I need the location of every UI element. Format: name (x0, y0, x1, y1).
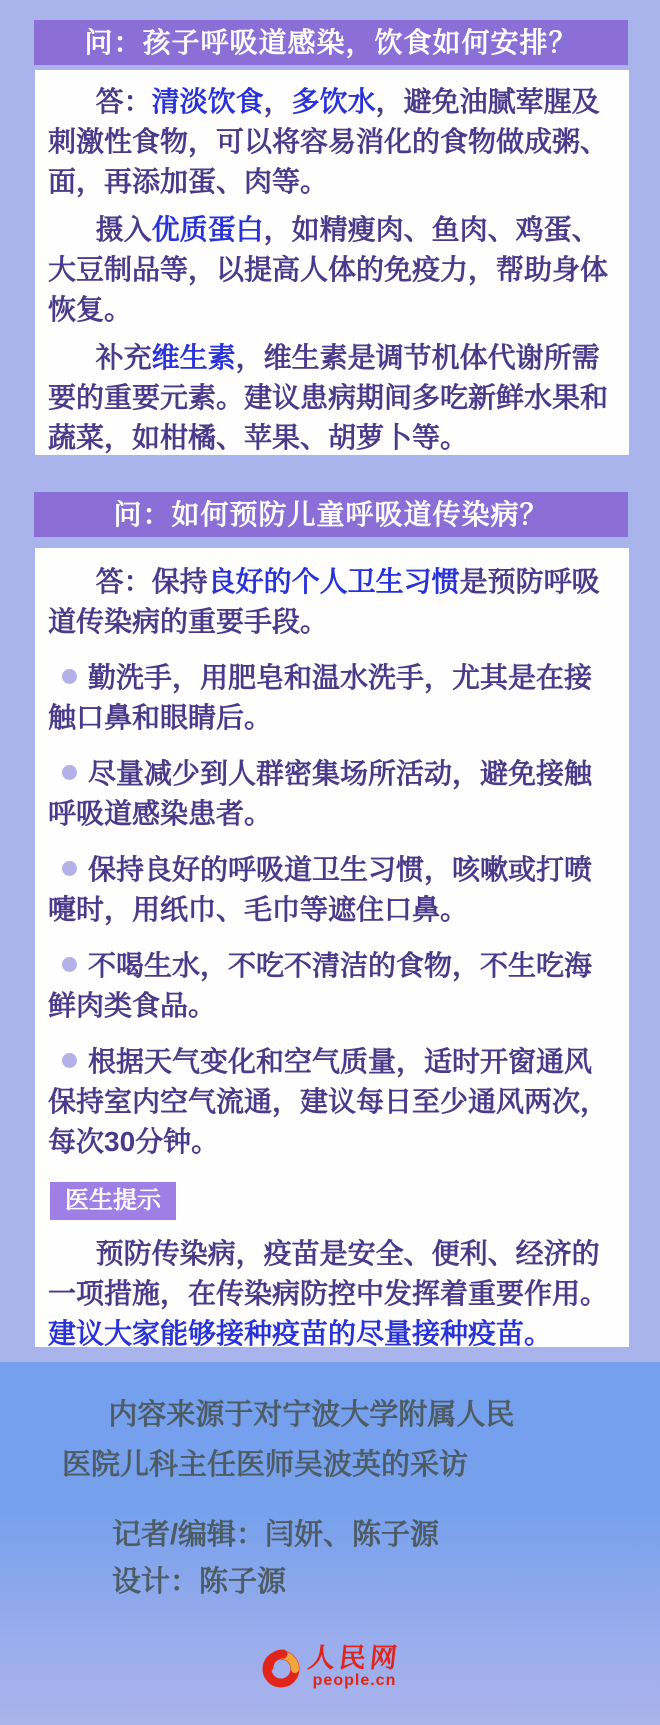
list-item-text: 尽量减少到人群密集场所活动，避免接触呼吸道感染患者。 (48, 758, 593, 829)
people-cn-logo-text (308, 1644, 401, 1689)
footer-band (0, 1362, 660, 1725)
list-item (48, 1042, 618, 1162)
answer-card-1 (35, 70, 629, 455)
list-item (48, 946, 618, 1026)
answer-paragraph: 补充维生素，维生素是调节机体代谢所需要的重要元素。建议患病期间多吃新鲜水果和蔬菜，如柑橘、苹果、胡萝卜等。 (48, 342, 609, 453)
people-cn-swirl-icon (259, 1645, 303, 1689)
question-bar-2: 问：如何预防儿童呼吸道传染病？ (34, 492, 628, 537)
answer-paragraph: 答：清淡饮食，多饮水，避免油腻荤腥及刺激性食物，可以将容易消化的食物做成粥、面，再添加蛋、肉等。 (48, 86, 609, 197)
bullet-dot-icon (62, 957, 77, 972)
credits-block (112, 1512, 439, 1606)
list-item-text: 根据天气变化和空气质量，适时开窗通风保持室内空气流通，建议每日至少通风两次，每次30分钟。 (48, 1046, 609, 1157)
answer-paragraph: 答：保持良好的个人卫生习惯是预防呼吸道传染病的重要手段。 (48, 566, 600, 637)
answer-paragraph: 摄入优质蛋白，如精瘦肉、鱼肉、鸡蛋、大豆制品等，以提高人体的免疫力，帮助身体恢复。 (48, 214, 609, 325)
question-bar-1: 问：孩子呼吸道感染，饮食如何安排？ (34, 20, 628, 65)
people-cn-logo (259, 1644, 401, 1689)
list-item (48, 754, 618, 834)
answer-card-2 (35, 548, 629, 1347)
list-item (48, 658, 618, 738)
doctor-tip-badge: 医生提示 (50, 1182, 176, 1220)
bullet-dot-icon (62, 765, 77, 780)
bullet-dot-icon (62, 1053, 77, 1068)
bullet-dot-icon (62, 669, 77, 684)
list-item-text: 勤洗手，用肥皂和温水洗手，尤其是在接触口鼻和眼睛后。 (48, 662, 593, 733)
people-cn-logo-name: 人民网 (306, 1643, 403, 1673)
list-item-text: 保持良好的呼吸道卫生习惯，咳嗽或打喷嚏时，用纸巾、毛巾等遮住口鼻。 (48, 854, 593, 925)
credit-design: 设计：陈子源 (112, 1566, 287, 1598)
bullet-dot-icon (62, 861, 77, 876)
list-item-text: 不喝生水，不吃不清洁的食物，不生吃海鲜肉类食品。 (48, 950, 593, 1021)
people-cn-logo-domain: people.cn (312, 1672, 397, 1689)
credit-editor: 记者/编辑：闫妍、陈子源 (112, 1519, 440, 1551)
list-item (48, 850, 618, 930)
content-source-text: 内容来源于对宁波大学附属人民医院儿科主任医师吴波英的采访 (62, 1399, 515, 1481)
doctor-tip-paragraph: 预防传染病，疫苗是安全、便利、经济的一项措施，在传染病防控中发挥着重要作用。建议大家能够接种疫苗的尽量接种疫苗。 (48, 1238, 609, 1347)
